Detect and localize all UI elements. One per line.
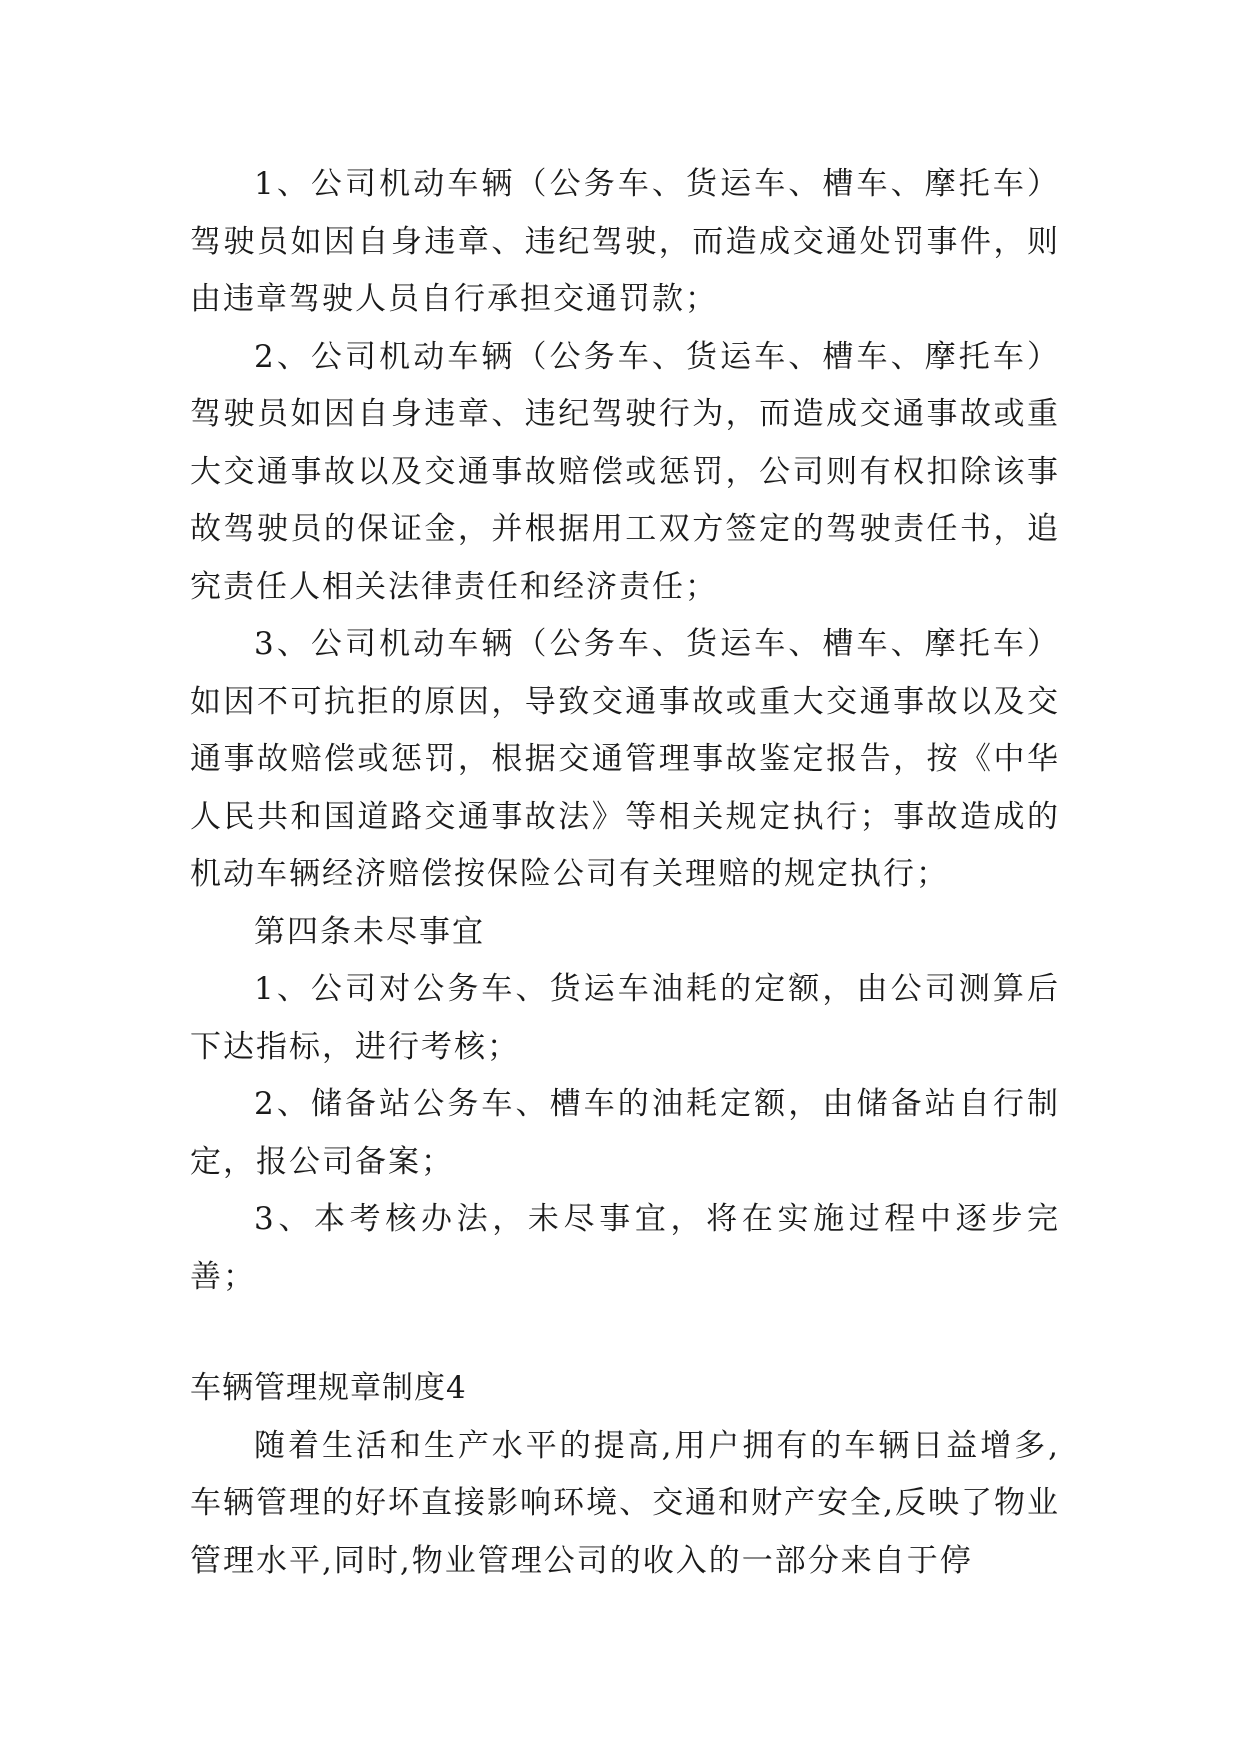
section-paragraph-1: 随着生活和生产水平的提高,用户拥有的车辆日益增多,车辆管理的好坏直接影响环境、交通和财产安全,反映了物业管理水平,同时,物业管理公司的收入的一部分来自于停 <box>190 1427 1060 1579</box>
paragraph-6: 3、本考核办法，未尽事宜，将在实施过程中逐步完善； <box>190 1201 1060 1295</box>
document-page <box>190 156 1060 1590</box>
article-heading: 第四条未尽事宜 <box>254 913 485 950</box>
paragraph-1: 1、公司机动车辆（公务车、货运车、槽车、摩托车）驾驶员如因自身违章、违纪驾驶，而造成交通处罚事件，则由违章驾驶人员自行承担交通罚款； <box>190 166 1060 317</box>
paragraph-2: 2、公司机动车辆（公务车、货运车、槽车、摩托车）驾驶员如因自身违章、违纪驾驶行为，而造成交通事故或重大交通事故以及交通事故赔偿或惩罚，公司则有权扣除该事故驾驶员的保证金，并根据用工双方签定的驾驶责任书，追究责任人相关法律责任和经济责任； <box>190 338 1060 605</box>
paragraph-3: 3、公司机动车辆（公务车、货运车、槽车、摩托车）如因不可抗拒的原因，导致交通事故或重大交通事故以及交通事故赔偿或惩罚，根据交通管理事故鉴定报告，按《中华人民共和国道路交通事故法》等相关规定执行；事故造成的机动车辆经济赔偿按保险公司有关理赔的规定执行； <box>190 626 1060 892</box>
paragraph-5: 2、储备站公务车、槽车的油耗定额，由储备站自行制定，报公司备案； <box>190 1086 1060 1180</box>
paragraph-4: 1、公司对公务车、货运车油耗的定额，由公司测算后下达指标，进行考核； <box>190 971 1060 1065</box>
section-heading: 车辆管理规章制度4 <box>190 1370 467 1406</box>
